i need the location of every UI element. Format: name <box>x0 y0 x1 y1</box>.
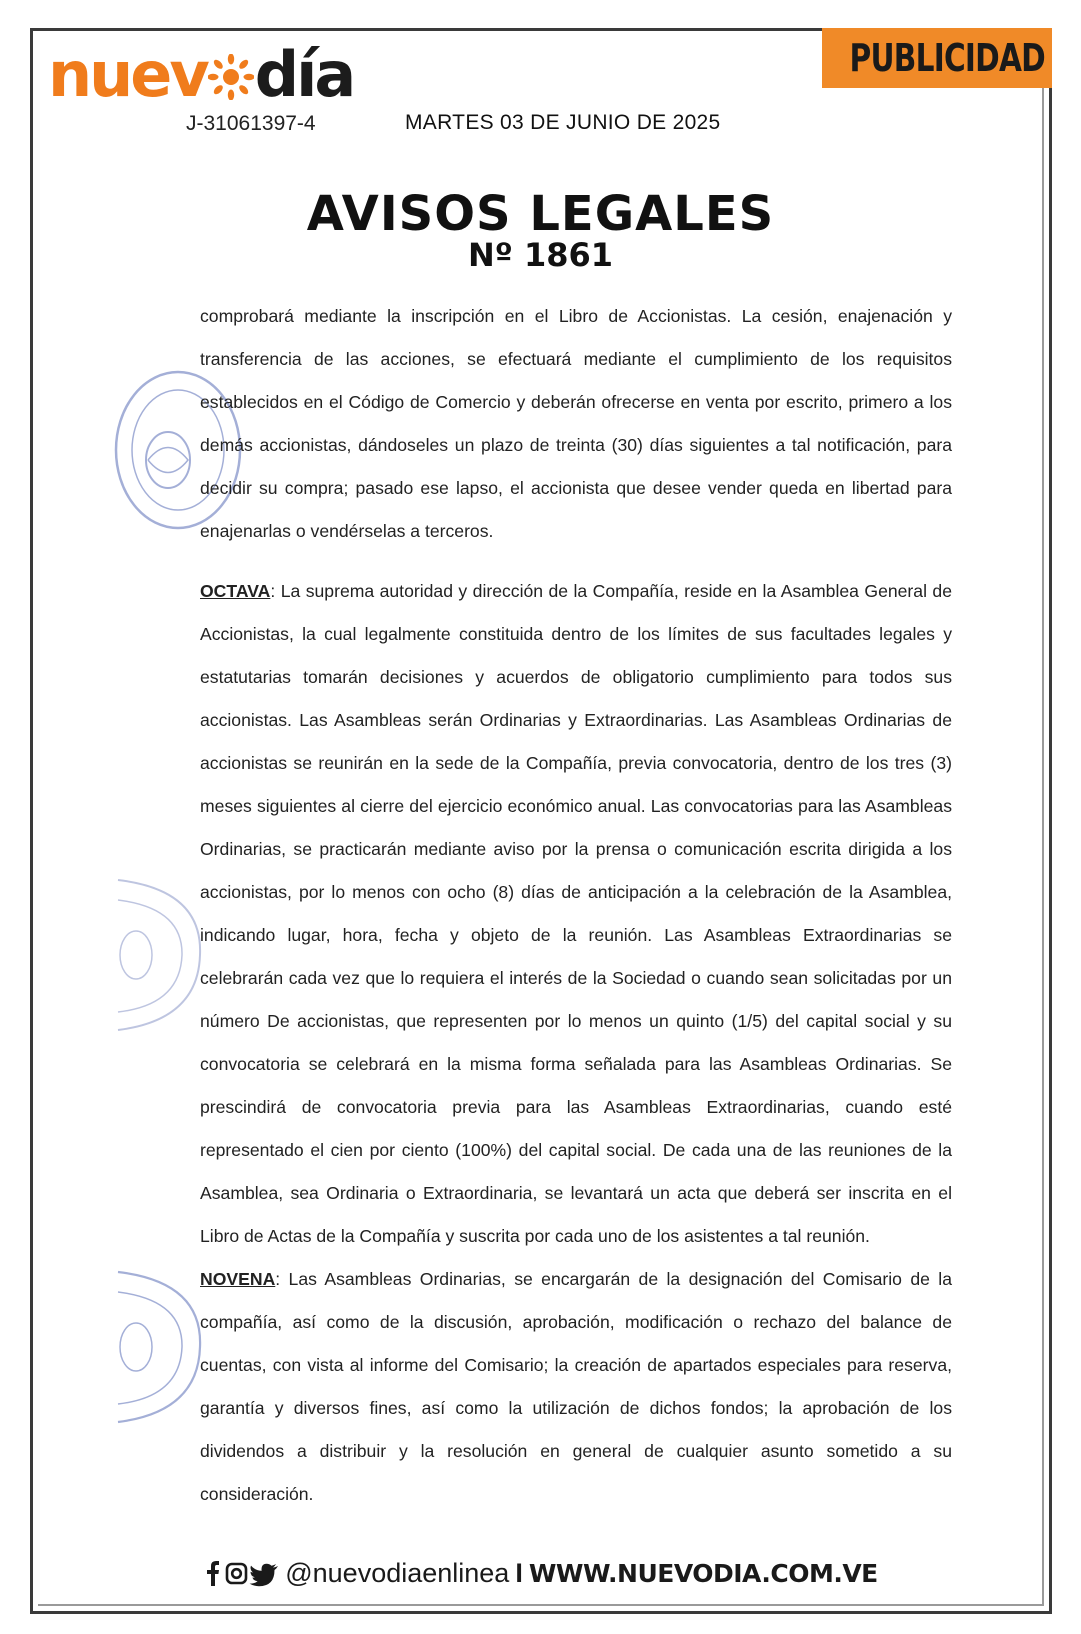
instagram-icon <box>227 1564 246 1583</box>
clause-octava <box>200 570 952 1258</box>
clause-novena-label: NOVENA <box>200 1269 276 1289</box>
website-url: WWW.NUEVODIA.COM.VE <box>528 1559 878 1588</box>
publicidad-label: PUBLICIDAD <box>849 36 1045 80</box>
logo-text-left: nuev <box>48 38 207 111</box>
stamp-seal-icon <box>108 1262 208 1432</box>
publication-date: MARTES 03 DE JUNIO DE 2025 <box>405 111 721 134</box>
stamp-seal-icon <box>108 870 208 1040</box>
sun-icon <box>208 54 254 100</box>
legal-notice-body <box>200 295 952 1516</box>
page-title: AVISOS LEGALES <box>306 186 775 242</box>
brand-logo <box>48 38 354 111</box>
facebook-icon <box>207 1561 219 1586</box>
clause-novena <box>200 1258 952 1516</box>
paragraph-continuation: comprobará mediante la inscripción en el Libro de Accionistas. La cesión, enajenación y transferencia de las acciones, se efectuará mediante el cumplimiento de los requisitos establecidos en el Código de Comercio y deberán ofrecerse en venta por escrito, primero a los demás accionistas, dándoseles un plazo de treinta (30) días siguientes a tal notificación, para decidir su compra; pasado ese lapso, el accionista que desee vender queda en libertad para enajenarlas o vendérselas a terceros. <box>200 306 952 541</box>
publicidad-badge <box>822 28 1052 88</box>
edition-number: Nº 1861 <box>467 236 614 274</box>
footer-separator: I <box>515 1558 523 1588</box>
footer <box>0 1558 1081 1589</box>
logo-text-right: día <box>254 38 354 111</box>
social-handle: @nuevodiaenlinea <box>285 1558 510 1588</box>
social-icons <box>203 1559 279 1587</box>
clause-octava-label: OCTAVA <box>200 581 271 601</box>
clause-octava-text: : La suprema autoridad y dirección de la Compañía, reside en la Asamblea General de Accionistas, la cual legalmente constituida dentro de los límites de sus facultades legales y estatutarias tomarán decisiones y acuerdos de obligatorio cumplimiento para todos sus accionistas. Las Asambleas serán Ordinarias y Extraordinarias. Las Asambleas Ordinarias de accionistas se reunirán en la sede de la Compañía, previa convocatoria, dentro de los tres (3) meses siguientes al cierre del ejercicio económico anual. Las convocatorias para las Asambleas Ordinarias, se practicarán mediante aviso por la prensa o comunicación escrita dirigida a los accionistas, por lo menos con ocho (8) días de anticipación a la celebración de la Asamblea, indicando lugar, hora, fecha y objeto de la reunión. Las Asambleas Extraordinarias se celebrarán cada vez que lo requiera el interés de la Sociedad o cuando sean solicitadas por un número De accionistas, que representen por lo menos un quinto (1/5) del capital social y su convocatoria se celebrará en la misma forma señalada para las Asambleas Ordinarias. Se prescindirá de convocatoria previa para las Asambleas Extraordinarias, cuando esté representado el cien por ciento (100%) del capital social. De cada una de las reuniones de la Asamblea, sea Ordinaria o Extraordinaria, se levantará un acta que deberá ser inscrita en el Libro de Actas de la Compañía y suscrita por cada uno de los asistentes a tal reunión. <box>200 581 952 1246</box>
twitter-icon <box>250 1564 279 1587</box>
clause-novena-text: : Las Asambleas Ordinarias, se encargarán de la designación del Comisario de la compañía, así como de la discusión, aprobación, modificación o rechazo del balance de cuentas, con vista al informe del Comisario; la creación de apartados especiales para reserva, garantía y diversos fines, así como la utilización de dichos fondos; la aprobación de los dividendos a distribuir y la resolución en general de cualquier asunto sometido a su consideración. <box>200 1269 952 1504</box>
company-rif: J-31061397-4 <box>186 112 316 135</box>
